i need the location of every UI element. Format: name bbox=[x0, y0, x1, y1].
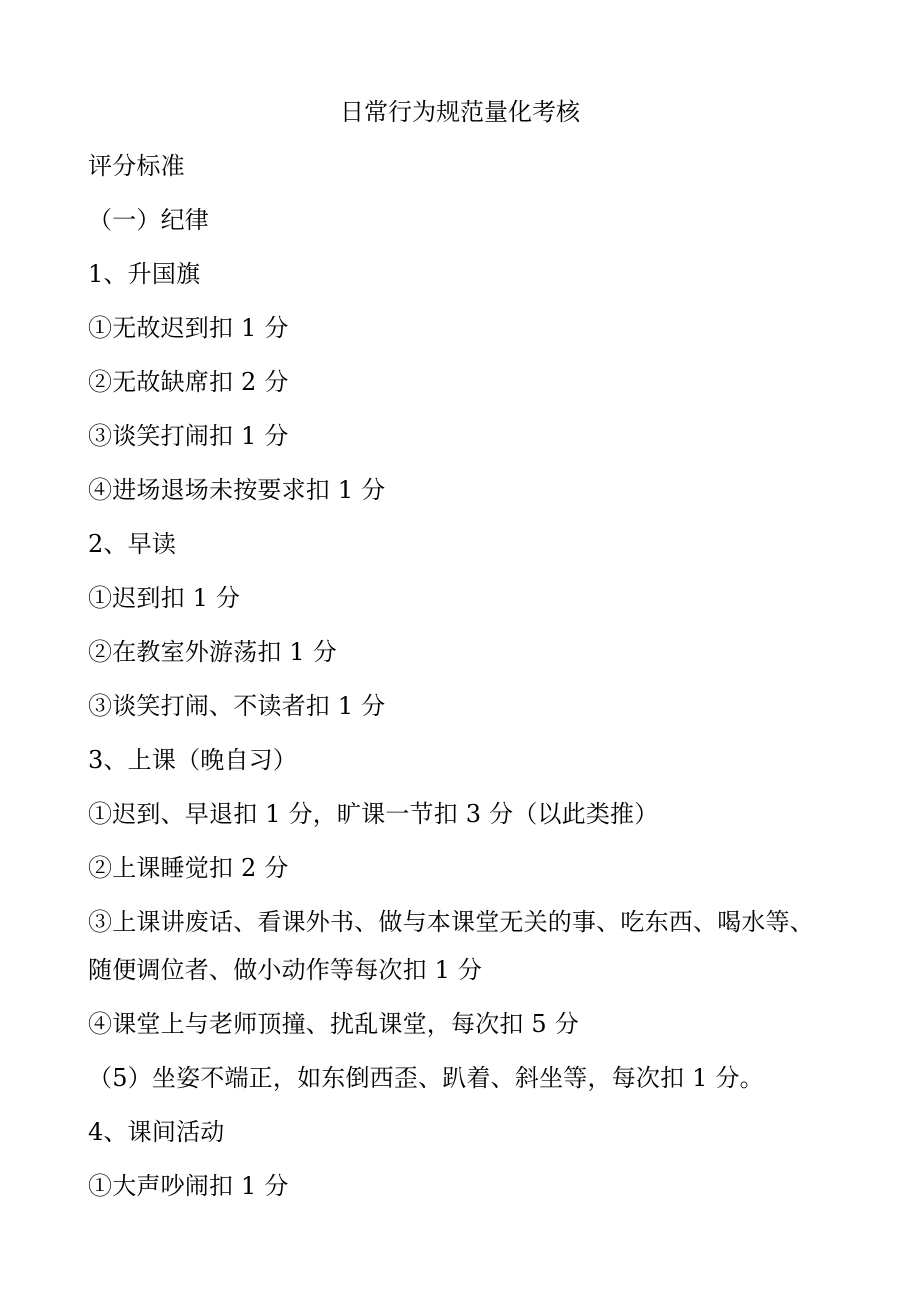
rule-item: ③谈笑打闹、不读者扣 1 分 bbox=[88, 692, 386, 720]
rule-item: ①迟到扣 1 分 bbox=[88, 584, 241, 612]
rule-item: ③谈笑打闹扣 1 分 bbox=[88, 422, 289, 450]
rule-item: （5）坐姿不端正，如东倒西歪、趴着、斜坐等，每次扣 1 分。 bbox=[88, 1064, 764, 1092]
rule-item: ②无故缺席扣 2 分 bbox=[88, 368, 289, 396]
subsection-heading-flag-raising: 1、升国旗 bbox=[88, 260, 201, 288]
document-title: 日常行为规范量化考核 bbox=[340, 98, 580, 126]
section-heading-scoring-criteria: 评分标准 bbox=[88, 152, 185, 180]
rule-item: ④进场退场未按要求扣 1 分 bbox=[88, 476, 386, 504]
rule-item: ①大声吵闹扣 1 分 bbox=[88, 1172, 289, 1200]
rule-item: ③上课讲废话、看课外书、做与本课堂无关的事、吃东西、喝水等、 bbox=[88, 908, 814, 936]
section-heading-discipline: （一）纪律 bbox=[88, 206, 209, 234]
subsection-heading-class: 3、上课（晚自习） bbox=[88, 746, 298, 774]
rule-item: ①迟到、早退扣 1 分，旷课一节扣 3 分（以此类推） bbox=[88, 800, 659, 828]
rule-item-continuation: 随便调位者、做小动作等每次扣 1 分 bbox=[88, 956, 483, 984]
rule-item: ②上课睡觉扣 2 分 bbox=[88, 854, 289, 882]
rule-item: ④课堂上与老师顶撞、扰乱课堂，每次扣 5 分 bbox=[88, 1010, 579, 1038]
rule-item: ②在教室外游荡扣 1 分 bbox=[88, 638, 337, 666]
subsection-heading-break-activities: 4、课间活动 bbox=[88, 1118, 225, 1146]
subsection-heading-morning-reading: 2、早读 bbox=[88, 530, 177, 558]
rule-item: ①无故迟到扣 1 分 bbox=[88, 314, 289, 342]
